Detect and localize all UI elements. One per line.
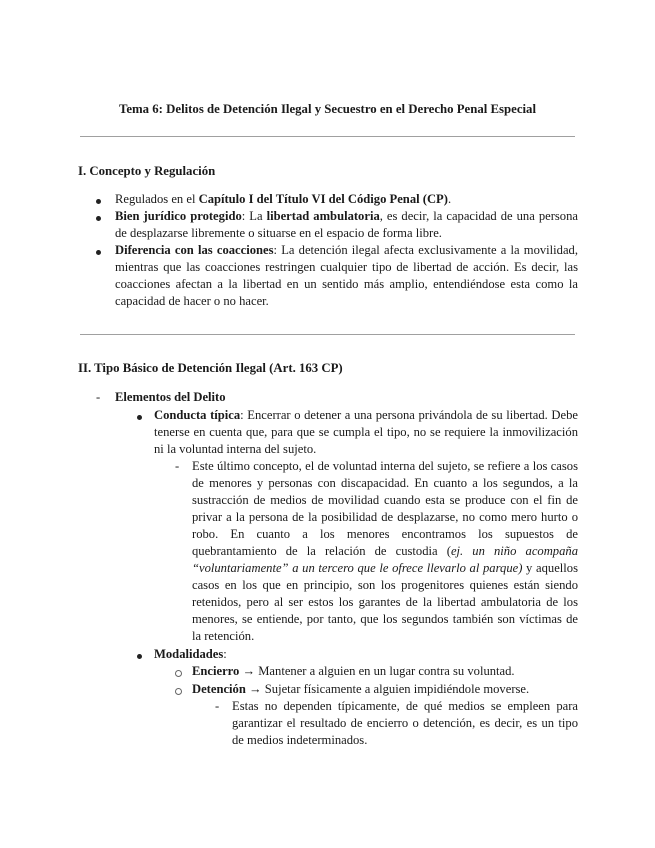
bold-text: Conducta típica: [154, 408, 241, 422]
bold-text: Modalidades: [154, 647, 224, 661]
section-heading-2: II. Tipo Básico de Detención Ilegal (Art. 163 CP): [78, 361, 343, 375]
text: → Sujetar físicamente a alguien impidiéndole moverse.: [245, 682, 530, 696]
dash-marker: -: [175, 459, 180, 473]
bullet-icon: [137, 415, 142, 420]
text: y aquellos casos en los que en principio, son los progenitores quienes están siendo retenidos, pero al ser estos los garantes de la libertad ambulatoria de los menores, se entiende, por tanto, que los segundos también son víctimas de la retención.: [192, 561, 578, 643]
text: : La: [241, 209, 267, 223]
text: Este último concepto, el de voluntad interna del sujeto, se refiere a los casos de menores y personas con discapacidad. En cuanto a los segundos, a la sustracción de medios de movilidad cuando esta se produce con el fin de privar a la persona de la posibilidad de desplazarse, no como mero hurto o robo. En cuanto a los menores encontramos los supuestos de quebrantamiento de la relación de custodia (: [192, 459, 578, 558]
section-heading-1: I. Concepto y Regulación: [78, 164, 216, 178]
bold-text: Diferencia con las coacciones: [115, 243, 274, 257]
dash-marker: -: [215, 699, 220, 713]
bold-text: libertad ambulatoria: [266, 209, 380, 223]
divider: [80, 136, 575, 137]
dash-marker: -: [96, 390, 101, 404]
bold-text: Detención: [192, 682, 246, 696]
bullet-icon: [137, 654, 142, 659]
text: → Mantener a alguien en un lugar contra su voluntad.: [239, 664, 515, 678]
text: :: [223, 647, 227, 661]
list-item: Estas no dependen típicamente, de qué medios se empleen para garantizar el resultado de encierro o detención, es decir, es un tipo de medios indeterminados.: [232, 699, 578, 747]
document-title: Tema 6: Delitos de Detención Ilegal y Secuestro en el Derecho Penal Especial: [118, 102, 537, 116]
bullet-icon: [96, 216, 101, 221]
subheading-elementos: Elementos del Delito: [115, 390, 226, 404]
bullet-icon: [96, 199, 101, 204]
list-item: [192, 681, 529, 698]
circle-bullet-icon: [175, 688, 182, 695]
text: : Encerrar o detener a una persona privándola de su libertad. Debe tenerse en cuenta que, para que se cumpla el tipo, no se requiere la inmovilización ni la voluntad interna del sujeto.: [154, 408, 578, 456]
list-item: [154, 646, 227, 663]
list-item: [115, 191, 578, 208]
text: Regulados en el: [115, 192, 199, 206]
divider: [80, 334, 575, 335]
list-item: [115, 242, 578, 310]
text: : La detención ilegal afecta exclusivamente a la movilidad, mientras que las coacciones restringen cualquier tipo de libertad de acción. Es decir, las coacciones afectan a la libertad en un sentido más amplio, entendiéndose esta como la capacidad de hacer o no hacer.: [115, 243, 578, 308]
list-item: [192, 458, 578, 645]
list-item: [115, 208, 578, 242]
italic-example: ej. un niño acompaña “voluntariamente” a un tercero que le ofrece llevarlo al parque): [192, 544, 578, 575]
bold-text: Capítulo I del Título VI del Código Penal (CP): [198, 192, 448, 206]
list-item: [192, 663, 515, 680]
bold-text: Encierro: [192, 664, 240, 678]
text: .: [447, 192, 452, 206]
text: , es decir, la capacidad de una persona de desplazarse libremente o situarse en el espacio de forma libre.: [115, 209, 578, 240]
circle-bullet-icon: [175, 670, 182, 677]
list-item: [154, 407, 578, 458]
bullet-icon: [96, 250, 101, 255]
bold-text: Bien jurídico protegido: [115, 209, 242, 223]
